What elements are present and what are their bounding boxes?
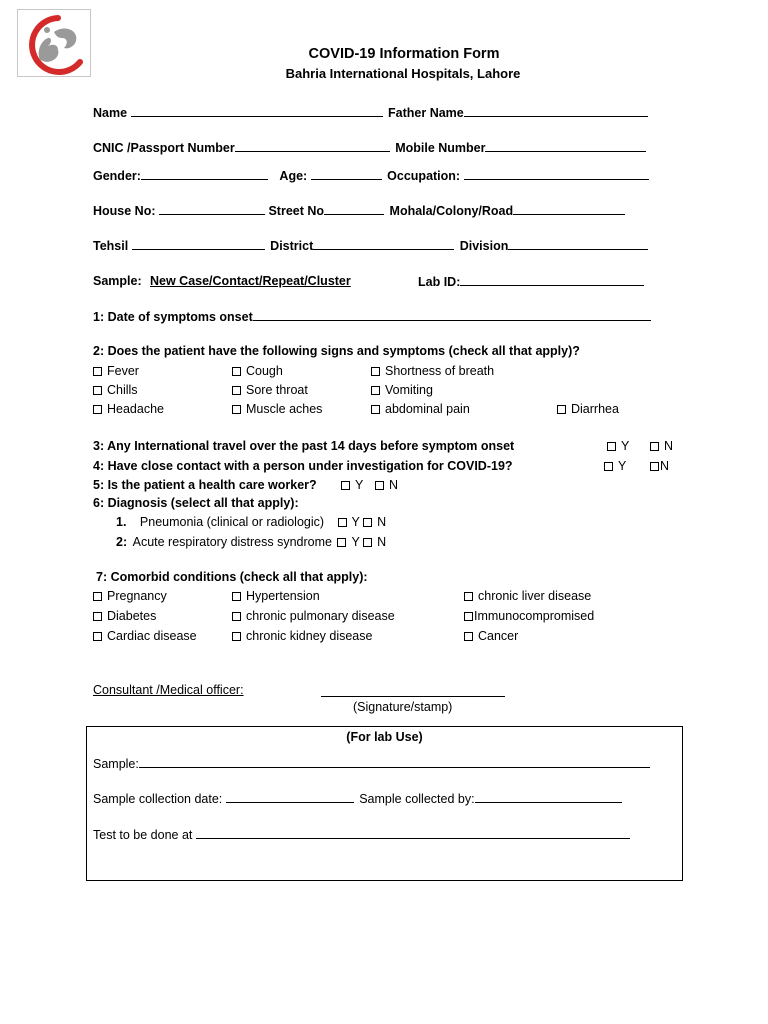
collection-date-label: Sample collection date: <box>93 792 223 806</box>
checkbox-icon[interactable] <box>371 405 380 414</box>
no-label: N <box>377 535 387 549</box>
symptom-onset-date-field[interactable] <box>253 308 651 321</box>
collected-by-field[interactable] <box>475 790 622 803</box>
item-label: Acute respiratory distress syndrome <box>132 535 332 549</box>
checkbox-icon[interactable] <box>464 592 473 601</box>
mobile-label: Mobile Number <box>395 141 486 155</box>
lab-use-title: (For lab Use) <box>346 730 423 744</box>
checkbox-icon[interactable] <box>232 386 241 395</box>
district-label: District <box>270 239 314 253</box>
checkbox-icon[interactable] <box>232 632 241 641</box>
tehsil-field[interactable] <box>132 237 265 250</box>
q1-label: 1: Date of symptoms onset <box>93 310 253 324</box>
checkbox-icon[interactable] <box>93 592 102 601</box>
checkbox-icon[interactable] <box>650 462 659 471</box>
checkbox-icon[interactable] <box>93 386 102 395</box>
symptom-option[interactable] <box>93 382 138 398</box>
lab-sample-label: Sample: <box>93 757 139 771</box>
symptom-option[interactable] <box>371 363 494 379</box>
checkbox-icon[interactable] <box>607 442 616 451</box>
gender-row <box>93 167 649 184</box>
q4-label: 4: Have close contact with a person under investigation for COVID-19? <box>93 459 513 473</box>
yes-label: Y <box>351 515 360 529</box>
q6-label: 6: Diagnosis (select all that apply): <box>93 496 299 510</box>
house-no-field[interactable] <box>159 202 265 215</box>
item-number: 2: <box>116 535 128 549</box>
name-row <box>93 104 648 121</box>
collected-by-label: Sample collected by: <box>359 792 475 806</box>
comorbid-option[interactable] <box>93 608 156 624</box>
checkbox-icon[interactable] <box>232 592 241 601</box>
option-label: Cancer <box>478 629 519 643</box>
mobile-field[interactable] <box>485 139 646 152</box>
checkbox-icon[interactable] <box>338 518 347 527</box>
checkbox-icon[interactable] <box>604 462 613 471</box>
q2-label: 2: Does the patient have the following signs and symptoms (check all that apply)? <box>93 344 580 358</box>
checkbox-icon[interactable] <box>232 612 241 621</box>
checkbox-icon[interactable] <box>93 367 102 376</box>
option-label: Immunocompromised <box>474 609 595 623</box>
symptom-option[interactable] <box>232 382 308 398</box>
option-label: Diabetes <box>107 609 157 623</box>
cnic-field[interactable] <box>235 139 390 152</box>
consultant-label: Consultant /Medical officer: <box>93 683 244 697</box>
test-label: Test to be done at <box>93 828 193 842</box>
symptom-option[interactable] <box>557 401 619 417</box>
checkbox-icon[interactable] <box>464 632 473 641</box>
gender-label: Gender: <box>93 169 141 183</box>
checkbox-icon[interactable] <box>363 518 372 527</box>
name-label: Name <box>93 106 128 120</box>
comorbid-option[interactable] <box>232 588 320 604</box>
checkbox-icon[interactable] <box>232 367 241 376</box>
no-label: N <box>389 478 399 492</box>
sample-options[interactable]: New Case/Contact/Repeat/Cluster <box>150 274 351 288</box>
q6-item-pneumonia <box>116 514 386 530</box>
no-label: N <box>664 439 674 453</box>
mohala-label: Mohala/Colony/Road <box>389 204 514 218</box>
option-label: Vomiting <box>385 383 433 397</box>
hospital-name: Bahria International Hospitals, Lahore <box>285 66 521 81</box>
q5-no[interactable] <box>375 477 398 493</box>
comorbid-option[interactable] <box>464 588 591 604</box>
q3-yes[interactable] <box>607 438 629 454</box>
option-label: chronic liver disease <box>478 589 592 603</box>
checkbox-icon[interactable] <box>337 538 346 547</box>
symptom-option[interactable] <box>93 363 139 379</box>
q4-no[interactable] <box>650 458 669 474</box>
signature-field[interactable] <box>321 684 505 697</box>
q7-label: 7: Comorbid conditions (check all that apply): <box>96 570 368 584</box>
q5-label: 5: Is the patient a health care worker? <box>93 478 317 492</box>
q1-row <box>93 308 651 325</box>
street-no-field[interactable] <box>324 202 384 215</box>
option-label: Sore throat <box>246 383 308 397</box>
symptom-option[interactable] <box>232 363 283 379</box>
checkbox-icon[interactable] <box>341 481 350 490</box>
option-label: Fever <box>107 364 139 378</box>
checkbox-icon[interactable] <box>93 405 102 414</box>
checkbox-icon[interactable] <box>464 612 473 621</box>
lab-test-row <box>93 826 630 843</box>
q3-no[interactable] <box>650 438 673 454</box>
occupation-field[interactable] <box>464 167 649 180</box>
symptom-option[interactable] <box>232 401 322 417</box>
item-number: 1. <box>116 515 127 529</box>
option-label: Chills <box>107 383 138 397</box>
checkbox-icon[interactable] <box>232 405 241 414</box>
lab-id-field[interactable] <box>460 273 644 286</box>
checkbox-icon[interactable] <box>375 481 384 490</box>
father-name-label: Father Name <box>388 106 464 120</box>
option-label: Cardiac disease <box>107 629 197 643</box>
symptom-option[interactable] <box>371 382 433 398</box>
q3-label: 3: Any International travel over the past 14 days before symptom onset <box>93 439 515 453</box>
symptom-option[interactable] <box>371 401 470 417</box>
comorbid-option[interactable] <box>464 628 518 644</box>
no-label: N <box>660 459 670 473</box>
sample-label: Sample: <box>93 274 142 288</box>
collection-date-field[interactable] <box>226 790 354 803</box>
q6-item-ards <box>116 534 386 550</box>
occupation-label: Occupation: <box>387 169 461 183</box>
option-label: Headache <box>107 402 164 416</box>
age-field[interactable] <box>311 167 382 180</box>
comorbid-option[interactable] <box>93 628 197 644</box>
division-field[interactable] <box>508 237 648 250</box>
option-label: Muscle aches <box>246 402 323 416</box>
form-title: COVID-19 Information Form <box>308 46 500 62</box>
signature-caption: (Signature/stamp) <box>353 700 453 714</box>
father-name-field[interactable] <box>464 104 648 117</box>
checkbox-icon[interactable] <box>363 538 372 547</box>
item-label: Pneumonia (clinical or radiologic) <box>139 515 325 529</box>
checkbox-icon[interactable] <box>93 612 102 621</box>
district-field[interactable] <box>313 237 454 250</box>
checkbox-icon[interactable] <box>93 632 102 641</box>
comorbid-option[interactable] <box>93 588 167 604</box>
yes-label: Y <box>355 478 364 492</box>
street-no-label: Street No <box>268 204 325 218</box>
option-label: Pregnancy <box>107 589 167 603</box>
option-label: Diarrhea <box>571 402 619 416</box>
lab-sample-row <box>93 755 650 772</box>
division-label: Division <box>459 239 509 253</box>
region-row <box>93 237 648 254</box>
no-label: N <box>377 515 387 529</box>
checkbox-icon[interactable] <box>371 367 380 376</box>
q4-yes[interactable] <box>604 458 626 474</box>
checkbox-icon[interactable] <box>650 442 659 451</box>
option-label: Hypertension <box>246 589 320 603</box>
option-label: Shortness of breath <box>385 364 495 378</box>
comorbid-option[interactable] <box>232 608 395 624</box>
test-location-field[interactable] <box>196 826 630 839</box>
option-label: abdominal pain <box>385 402 470 416</box>
symptom-option[interactable] <box>93 401 164 417</box>
q5-yes[interactable] <box>341 477 363 493</box>
comorbid-option[interactable] <box>232 628 372 644</box>
lab-id-label: Lab ID: <box>418 275 461 289</box>
mohala-field[interactable] <box>513 202 625 215</box>
comorbid-option[interactable] <box>464 608 594 624</box>
cnic-label: CNIC /Passport Number <box>93 141 235 155</box>
house-no-label: House No: <box>93 204 156 218</box>
address-row <box>93 202 625 219</box>
lab-collection-row <box>93 790 622 807</box>
yes-label: Y <box>618 459 627 473</box>
option-label: chronic kidney disease <box>246 629 373 643</box>
tehsil-label: Tehsil <box>93 239 129 253</box>
gender-field[interactable] <box>141 167 268 180</box>
age-label: Age: <box>279 169 308 183</box>
checkbox-icon[interactable] <box>371 386 380 395</box>
yes-label: Y <box>621 439 630 453</box>
cnic-row <box>93 139 646 156</box>
yes-label: Y <box>351 535 360 549</box>
option-label: chronic pulmonary disease <box>246 609 395 623</box>
lab-sample-field[interactable] <box>139 755 650 768</box>
option-label: Cough <box>246 364 283 378</box>
name-field[interactable] <box>131 104 383 117</box>
checkbox-icon[interactable] <box>557 405 566 414</box>
lab-id-row <box>418 273 644 290</box>
